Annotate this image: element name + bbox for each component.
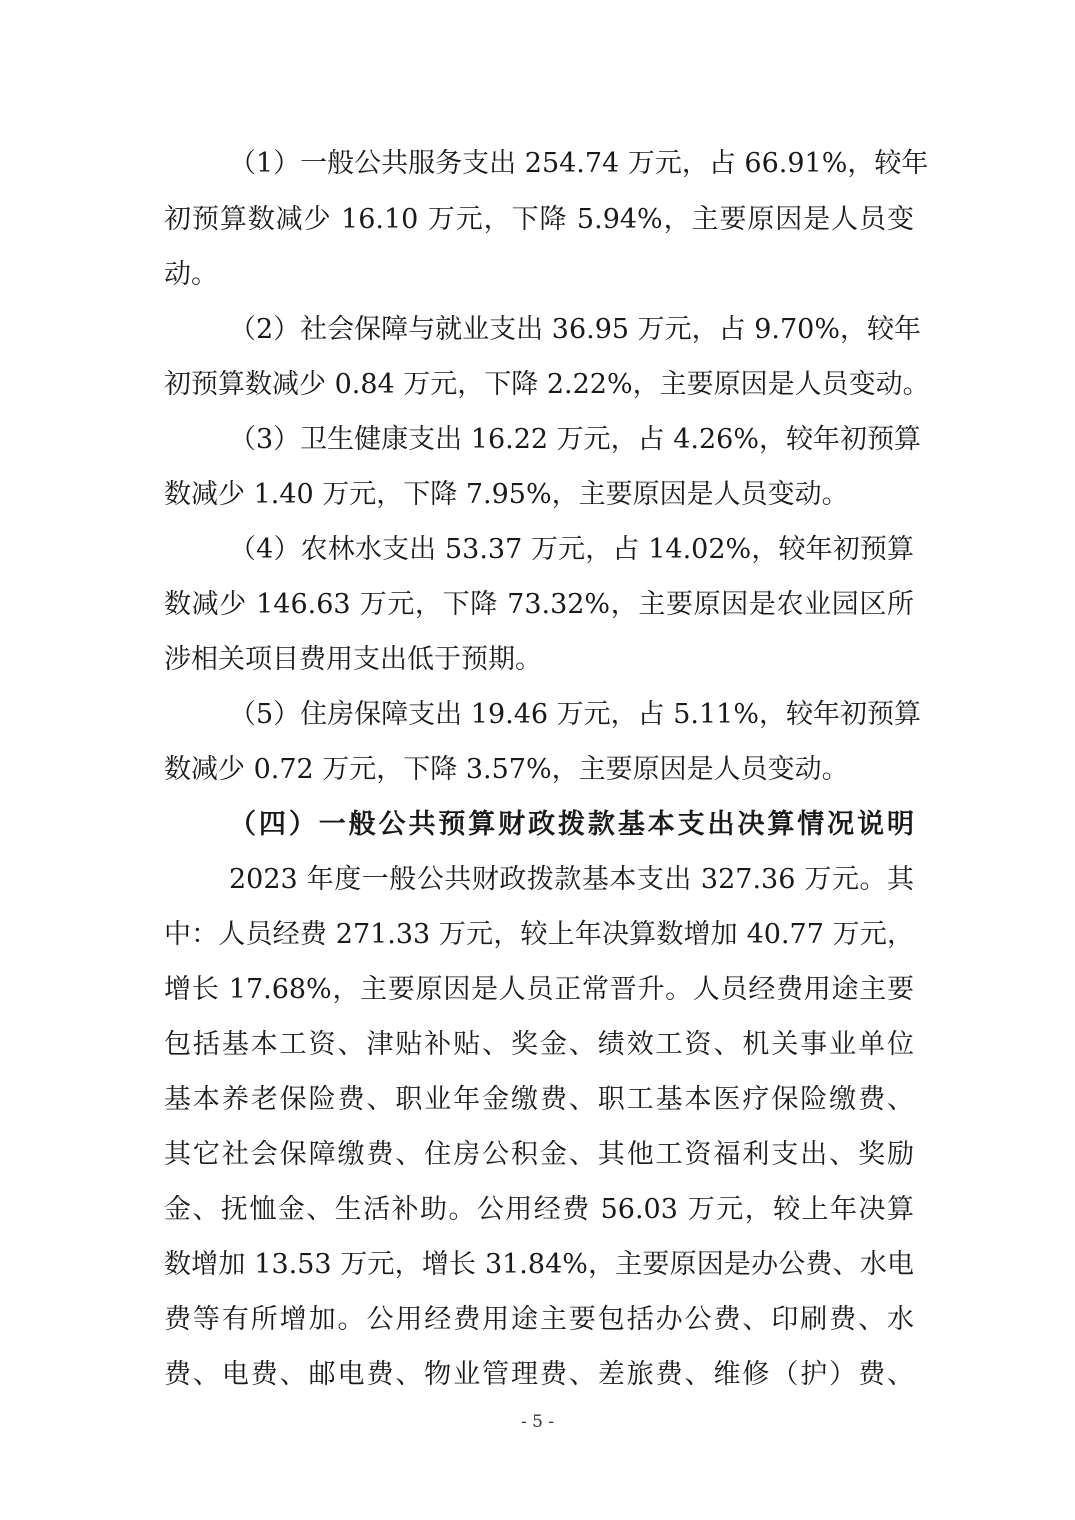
text-line: 数减少 0.72 万元，下降 3.57%，主要原因是人员变动。 — [164, 754, 849, 785]
text-line: 包括基本工资、津贴补贴、奖金、绩效工资、机关事业单位 — [164, 1029, 914, 1060]
text-line: 2023 年度一般公共财政拨款基本支出 327.36 万元。其 — [229, 864, 914, 895]
text-line: 初预算数减少 0.84 万元，下降 2.22%，主要原因是人员变动。 — [164, 369, 930, 400]
text-line: 其它社会保障缴费、住房公积金、其他工资福利支出、奖励 — [164, 1139, 914, 1170]
section-heading: （四）一般公共预算财政拨款基本支出决算情况说明 — [229, 809, 914, 840]
text-line: 初预算数减少 16.10 万元，下降 5.94%，主要原因是人员变 — [164, 204, 914, 235]
text-line: （3）卫生健康支出 16.22 万元，占 4.26%，较年初预算 — [229, 424, 921, 455]
text-line: （4）农林水支出 53.37 万元，占 14.02%，较年初预算 — [229, 534, 914, 565]
text-line: 增长 17.68%，主要原因是人员正常晋升。人员经费用途主要 — [164, 974, 914, 1005]
text-line: （2）社会保障与就业支出 36.95 万元，占 9.70%，较年 — [229, 314, 921, 345]
text-line: 费等有所增加。公用经费用途主要包括办公费、印刷费、水 — [164, 1304, 914, 1335]
text-line: 数增加 13.53 万元，增长 31.84%，主要原因是办公费、水电 — [164, 1249, 914, 1280]
page-number: - 5 - — [520, 1412, 555, 1432]
text-line: 金、抚恤金、生活补助。公用经费 56.03 万元，较上年决算 — [164, 1194, 914, 1225]
text-line: 动。 — [164, 259, 218, 290]
text-line: 基本养老保险费、职业年金缴费、职工基本医疗保险缴费、 — [164, 1084, 914, 1115]
text-line: （1）一般公共服务支出 254.74 万元，占 66.91%，较年 — [229, 148, 929, 179]
text-line: 中：人员经费 271.33 万元，较上年决算数增加 40.77 万元， — [164, 919, 914, 950]
text-line: 费、电费、邮电费、物业管理费、差旅费、维修（护）费、 — [164, 1359, 914, 1390]
text-line: 涉相关项目费用支出低于预期。 — [164, 644, 542, 675]
text-line: （5）住房保障支出 19.46 万元，占 5.11%，较年初预算 — [229, 699, 921, 730]
text-line: 数减少 146.63 万元，下降 73.32%，主要原因是农业园区所 — [164, 589, 914, 620]
text-line: 数减少 1.40 万元，下降 7.95%，主要原因是人员变动。 — [164, 479, 849, 510]
